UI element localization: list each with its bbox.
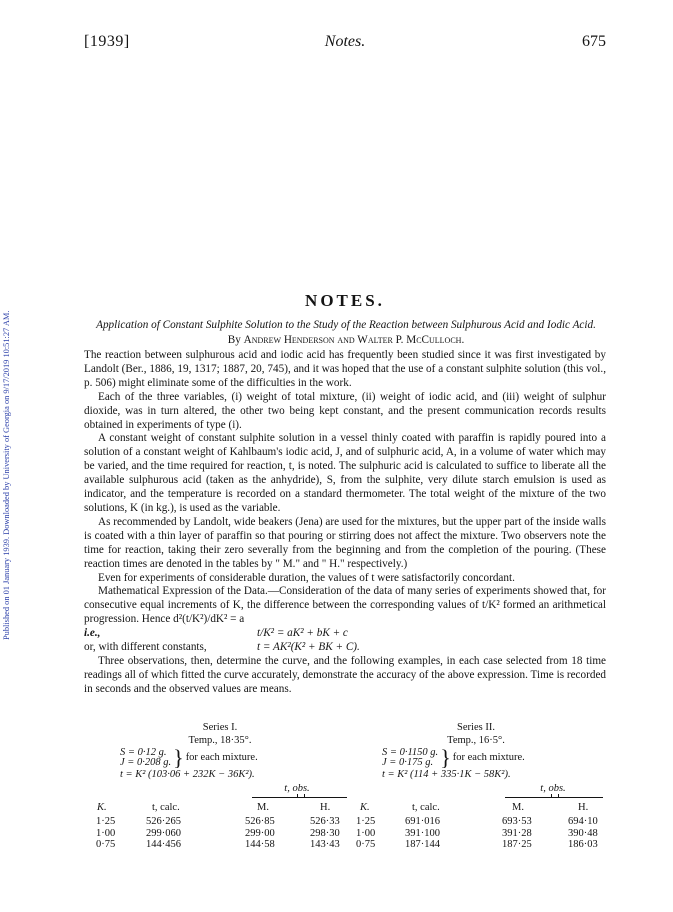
equation-label: i.e.,	[84, 627, 101, 640]
table-cell: 391·28	[502, 827, 532, 839]
article-title-text: Application of Constant Sulphite Solution to the Study of the Reaction between Sulphurous Acid and Iodic Acid.	[96, 319, 596, 331]
table-cell: 1·00	[356, 827, 376, 839]
h-column	[568, 816, 598, 851]
col-header-h: H.	[320, 802, 331, 813]
series-temperature: Temp., 18·35°.	[188, 734, 252, 746]
series-name: Series II.	[457, 722, 495, 733]
download-watermark	[0, 175, 18, 775]
table-cell: 143·43	[310, 839, 340, 850]
t-obs-label: t, obs.	[540, 783, 566, 794]
closing-paragraph: Three observations, then, determine the curve, and the following examples, in each case selected from 18 time readings all of which fitted the curve accurately, demonstrate the accuracy of the above expression. Time is recorded in seconds and the observed values are means.	[84, 655, 606, 695]
table-cell: 526·33	[310, 816, 340, 827]
paragraph-6: Mathematical Expression of the Data.—Consideration of the data of many series of experiments showed that, for consecutive equal increments of K, the difference between the corresponding values of t/K² formed an arithmetical progression. Hence d²(t/K²)/dK² = a	[84, 585, 606, 626]
table-cell: 187·25	[502, 839, 532, 850]
table-cell: 299·00	[245, 827, 275, 839]
col-header-h: H.	[578, 802, 589, 813]
table-cell: 144·456	[146, 839, 181, 850]
paragraph-4: As recommended by Landolt, wide beakers (Jena) are used for the mixtures, but the upper part of the inside walls is coated with a thin layer of paraffin so that pouring or stirring does not affect the mixture. Two observers note the time for reaction, taking their zero severally from the beginning and from the completion of the pouring. (These reaction times are denoted in the tables by " M." and " H." respectively.)	[84, 515, 606, 570]
k-column	[356, 816, 375, 851]
col-header-m: M.	[512, 802, 524, 813]
article-body	[84, 349, 606, 697]
table-cell: 0·75	[96, 839, 116, 850]
series-conditions	[120, 745, 258, 770]
brace-glyph: }	[440, 745, 451, 770]
header-running-title: Notes.	[324, 33, 366, 50]
paragraph-1: The reaction between sulphurous acid and iodic acid has frequently been studied since it was first investigated by Landolt (Ber., 1886, 19, 1317; 1887, 20, 745), and it was hoped that the use of a constant sulphite solution (this vol., p. 506) might eliminate some of the difficulties in the work.	[84, 349, 606, 389]
table-cell: 1·25	[356, 816, 376, 827]
equation-label: or, with different constants,	[84, 641, 207, 654]
table-cell: 299·060	[146, 827, 181, 839]
table-cell: 691·016	[405, 816, 440, 827]
series-conditions	[382, 745, 525, 770]
paragraph-5: Even for experiments of considerable duration, the values of t were satisfactorily concordant.	[98, 571, 515, 584]
col-header-k: K.	[97, 802, 107, 813]
by-word: By	[227, 334, 241, 346]
table-cell: 526·265	[146, 816, 181, 827]
series-title	[120, 722, 320, 747]
table-cell: 144·58	[245, 839, 275, 850]
article-title	[96, 318, 596, 348]
table-cell: 187·144	[405, 839, 440, 850]
series-title	[376, 722, 576, 747]
table-cell: 0·75	[356, 839, 376, 850]
col-header-calc: t, calc.	[412, 802, 440, 813]
table-cell: 1·25	[96, 816, 116, 827]
sulphur-amount: S = 0·12 g.	[120, 747, 167, 758]
paragraph-2: Each of the three variables, (i) weight of total mixture, (ii) weight of iodic acid, and (iii) weight of sulphur dioxide, was in turn altered, the other two being kept constant, and the present communication records results obtained in experiments of type (i).	[84, 390, 606, 431]
equation-1	[84, 627, 606, 641]
equation-expression: t/K² = aK² + bK + c	[257, 627, 348, 640]
col-header-m: M.	[257, 802, 269, 813]
iodic-amount: J = 0·208 g.	[120, 757, 172, 768]
paragraph-3: A constant weight of constant sulphite solution in a vessel thinly coated with paraffin is rapidly poured into a solution of a constant weight of Kahlbaum's iodic acid, J, and of sulphuric acid, A, in a volume of water which may be varied, and the time required for reaction, t, is noted. The sulphuric acid is calculated to suffice to liberate all the available sulphurous acid (taken as the anhydride), S, from the sulphite, very dilute starch emulsion is used as indicator, and the temperature is recorded on a standard thermometer. The total weight of the mixture of the two solutions, K (in kg.), is used as the variable.	[84, 432, 606, 514]
for-each-mixture: for each mixture.	[185, 752, 258, 763]
brace-glyph: }	[173, 745, 184, 770]
equation-expression: t = AK²(K² + BK + C).	[257, 641, 360, 654]
table-cell: 186·03	[568, 839, 598, 850]
download-notice: Published on 01 January 1939. Downloaded by University of Georgia on 9/17/2019 10:51:27 AM.	[2, 310, 11, 640]
iodic-amount: J = 0·175 g.	[382, 757, 434, 768]
m-column	[502, 816, 532, 851]
col-header-calc: t, calc.	[152, 802, 180, 813]
table-cell: 391·100	[405, 827, 440, 839]
header-year: [1939]	[84, 33, 130, 50]
table-cell: 693·53	[502, 816, 532, 827]
article-authors: Andrew Henderson and Walter P. McCulloch.	[243, 334, 465, 346]
k-column	[96, 816, 115, 851]
header-page-number: 675	[582, 33, 606, 50]
t-obs-label: t, obs.	[284, 783, 310, 794]
h-column	[310, 816, 340, 851]
series-name: Series I.	[202, 722, 238, 733]
table-cell: 694·10	[568, 816, 598, 827]
table-cell: 526·85	[245, 816, 275, 827]
col-header-k: K.	[360, 802, 370, 813]
for-each-mixture: for each mixture.	[452, 752, 525, 763]
table-cell: 1·00	[96, 827, 116, 839]
equation-2	[84, 641, 606, 655]
table-cell: 298·30	[310, 827, 340, 839]
series-temperature: Temp., 16·5°.	[447, 734, 505, 746]
table-cell: 390·48	[568, 827, 598, 839]
sulphur-amount: S = 0·1150 g.	[382, 747, 439, 758]
m-column	[245, 816, 275, 851]
page-header	[84, 33, 606, 55]
calc-column	[146, 816, 181, 851]
calc-column	[405, 816, 440, 851]
series-formula: t = K² (103·06 + 232K − 36K²).	[120, 769, 255, 780]
section-title: NOTES.	[305, 291, 385, 310]
series-formula: t = K² (114 + 335·1K − 58K²).	[382, 769, 511, 780]
